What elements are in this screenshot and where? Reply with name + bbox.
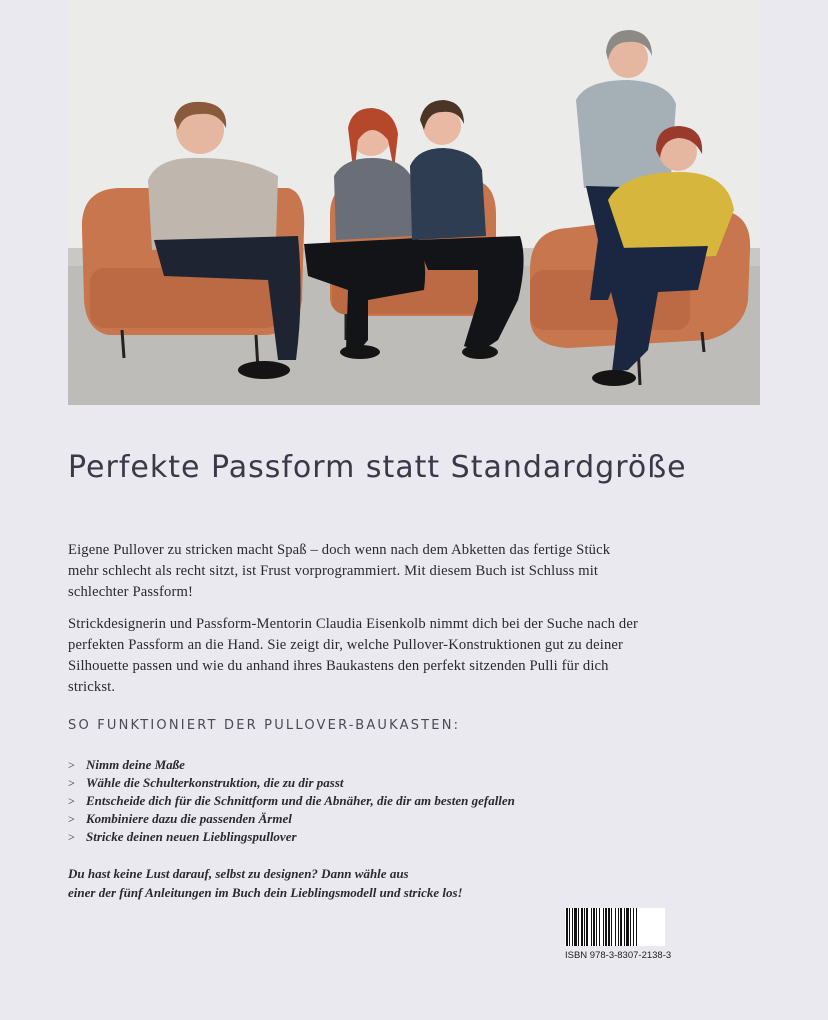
chevron-right-icon: > <box>68 776 75 790</box>
list-item <box>68 828 515 846</box>
step-text: Nimm deine Maße <box>86 757 185 772</box>
list-item <box>68 774 515 792</box>
chevron-right-icon: > <box>68 812 75 826</box>
author-paragraph: Strickdesignerin und Passform-Mentorin Claudia Eisenkolb nimmt dich bei der Suche nach der perfekten Passform an die Hand. Sie zeigt dir, welche Pullover-Konstruktionen gut zu deiner Silhouette passen und wie du anhand ihres Baukastens den perfekt sitzenden Pulli für dich strickst. <box>68 616 638 695</box>
cover-photo <box>68 0 760 405</box>
intro-paragraph: Eigene Pullover zu stricken macht Spaß – doch wenn nach dem Abketten das fertige Stück mehr schlecht als recht sitzt, ist Frust vorprogrammiert. Mit diesem Buch ist Schluss mit schlechter Passform! <box>68 542 611 600</box>
chevron-right-icon: > <box>68 794 75 808</box>
isbn-number: ISBN 978-3-8307-2138-3 <box>565 950 672 961</box>
closing-line-2: einer der fünf Anleitungen im Buch dein Lieblingsmodell und stricke los! <box>68 885 463 900</box>
closing-text <box>68 864 528 902</box>
barcode-icon <box>565 908 665 946</box>
step-text: Wähle die Schulterkonstruktion, die zu dir passt <box>86 775 344 790</box>
step-text: Entscheide dich für die Schnittform und die Abnäher, die dir am besten gefallen <box>86 793 515 808</box>
list-item <box>68 756 515 774</box>
step-text: Stricke deinen neuen Lieblingspullover <box>86 829 297 844</box>
step-text: Kombiniere dazu die passenden Ärmel <box>86 811 292 826</box>
section-heading: SO FUNKTIONIERT DER PULLOVER-BAUKASTEN: <box>68 718 461 733</box>
closing-line-1: Du hast keine Lust darauf, selbst zu designen? Dann wähle aus <box>68 866 409 881</box>
page-title: Perfekte Passform statt Standardgröße <box>68 450 687 485</box>
chevron-right-icon: > <box>68 758 75 772</box>
group-photo-icon <box>68 0 760 405</box>
chevron-right-icon: > <box>68 830 75 844</box>
list-item <box>68 810 515 828</box>
list-item <box>68 792 515 810</box>
step-list <box>68 756 515 846</box>
